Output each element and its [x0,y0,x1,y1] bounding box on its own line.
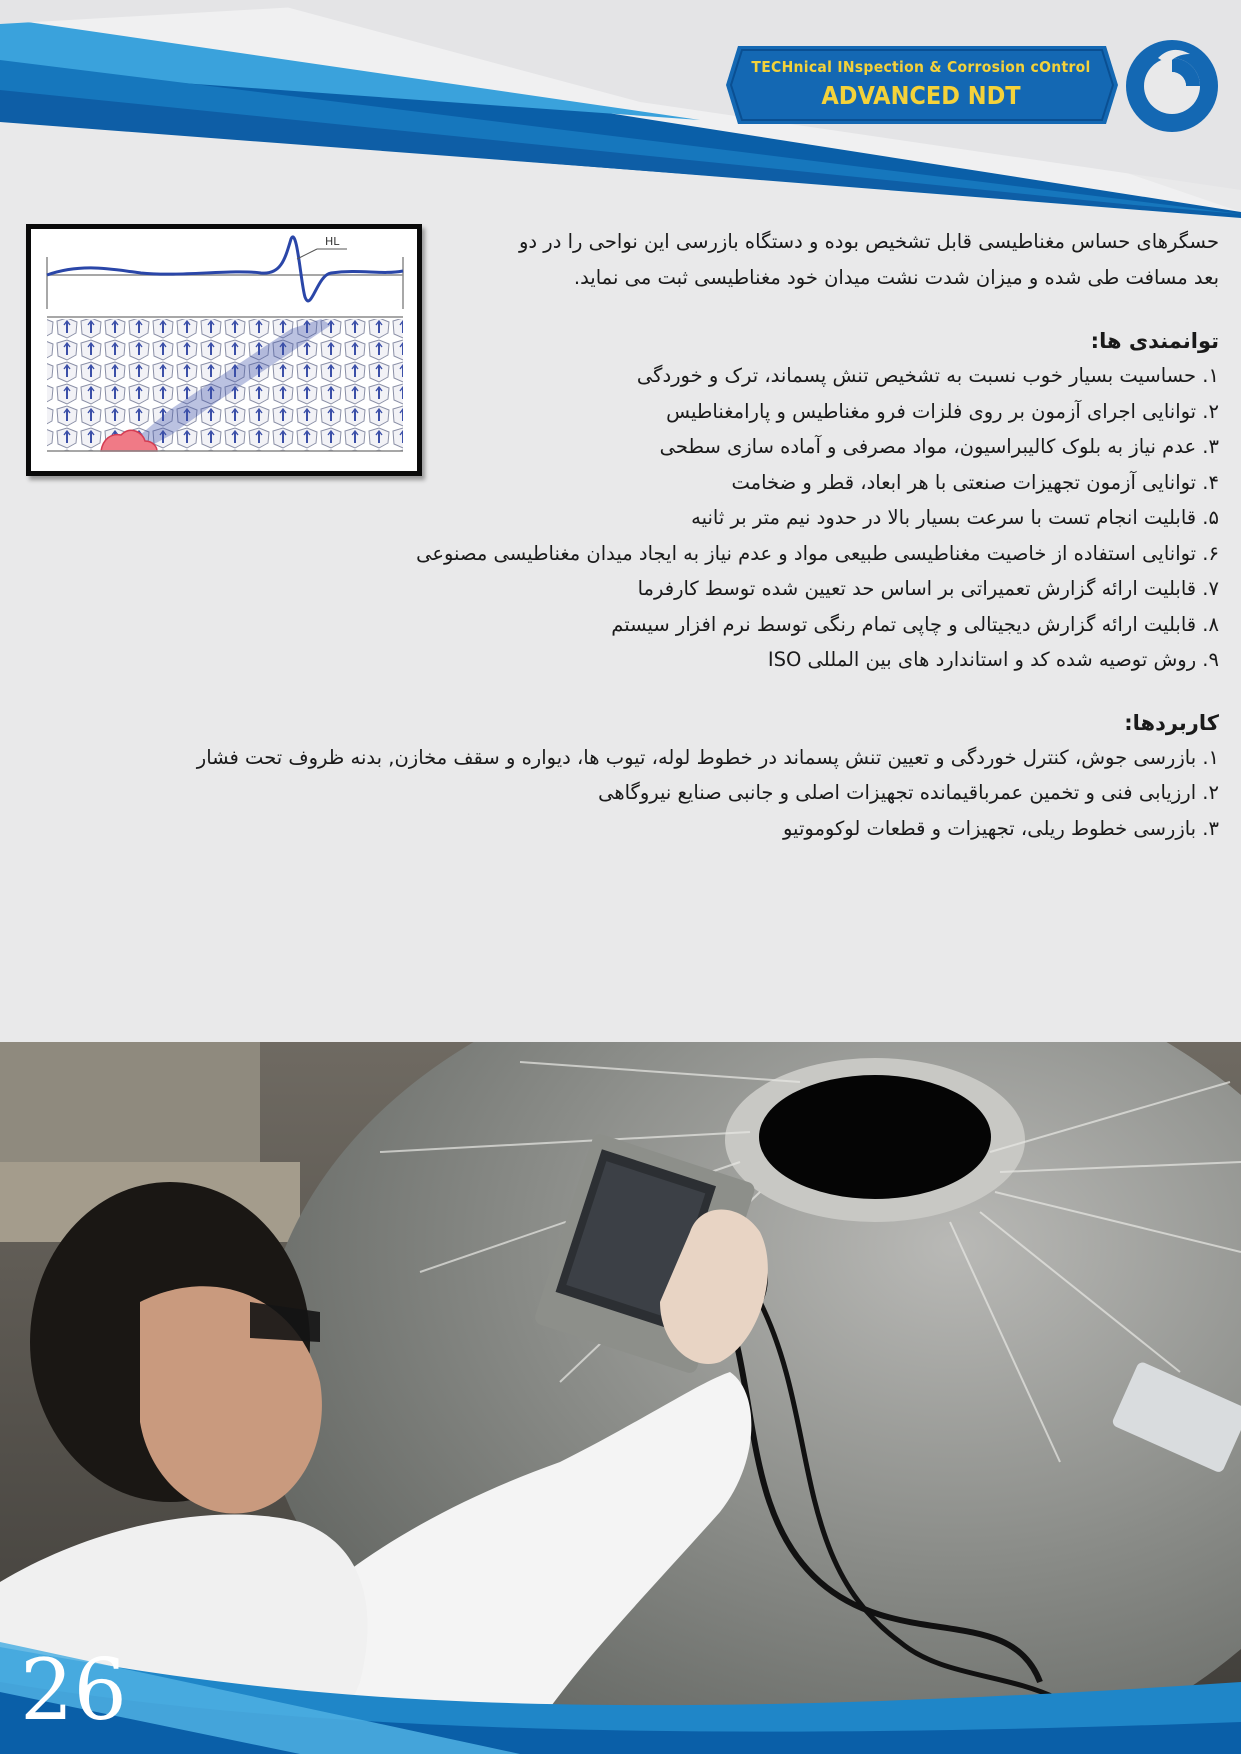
company-logo-icon [1124,38,1220,134]
brand-subtitle: ADVANCED NDT [821,81,1021,110]
list-item: ۱. بازرسی جوش، کنترل خوردگی و تعیین تنش پسماند در خطوط لوله، تیوب ها، دیواره و سقف مخازن, بدنه ظروف تحت فشار [196,745,1219,769]
list-item: ۲. ارزیابی فنی و تخمین عمرباقیمانده تجهیزات اصلی و جانبی صنایع نیروگاهی [598,781,1219,804]
list-item: ۳. بازرسی خطوط ریلی، تجهیزات و قطعات لوکوموتیو [782,816,1219,840]
list-item: ۷. قابلیت ارائه گزارش تعمیراتی بر اساس حد تعیین شده توسط کارفرما [637,577,1219,600]
list-item: ۱. حساسیت بسیار خوب نسبت به تشخیص تنش پسماند، ترک و خوردگی [636,364,1219,387]
list-item: ۳. عدم نیاز به بلوک کالیبراسیون، مواد مصرفی و آماده سازی سطحی [659,435,1219,458]
main-text [29,224,1219,846]
intro-line: بعد مسافت طی شده و میزان شدت نشت میدان خود مغناطیسی ثبت می نماید. [573,266,1219,289]
brand-title: TECHnical INspection & Corrosion cOntrol [751,58,1091,76]
list-item: ۲. توانایی اجرای آزمون بر روی فلزات فرو مغناطیس و پارامغناطیس [666,399,1219,423]
intro-line: حسگرهای حساس مغناطیسی قابل تشخیص بوده و دستگاه بازرسی این نواحی را در دو [518,230,1219,253]
page-number: 26 [20,1641,127,1739]
list-item: ۴. توانایی آزمون تجهیزات صنعتی با هر ابعاد، قطر و ضخامت [731,470,1219,494]
list-item: ۶. توانایی استفاده از خاصیت مغناطیسی طبیعی مواد و عدم نیاز به ایجاد میدان مغناطیسی مصنوعی [416,541,1219,565]
capabilities-list [29,358,1219,678]
capabilities-heading: توانمندی ها: [1090,329,1219,353]
inspection-photo [0,1042,1241,1754]
list-item: ۸. قابلیت ارائه گزارش دیجیتالی و چاپی تمام رنگی توسط نرم افزار سیستم [611,612,1219,636]
intro-paragraph [29,224,1219,296]
hl-label: HL [325,235,340,248]
applications-list [29,740,1219,847]
list-item: ۵. قابلیت انجام تست با سرعت بسیار بالا در حدود نیم متر بر ثانیه [691,506,1219,529]
brand-plate [724,46,1118,124]
list-item: ۹. روش توصیه شده کد و استاندارد های بین المللی ISO [767,648,1219,671]
applications-heading: کاربردها: [1124,710,1219,735]
